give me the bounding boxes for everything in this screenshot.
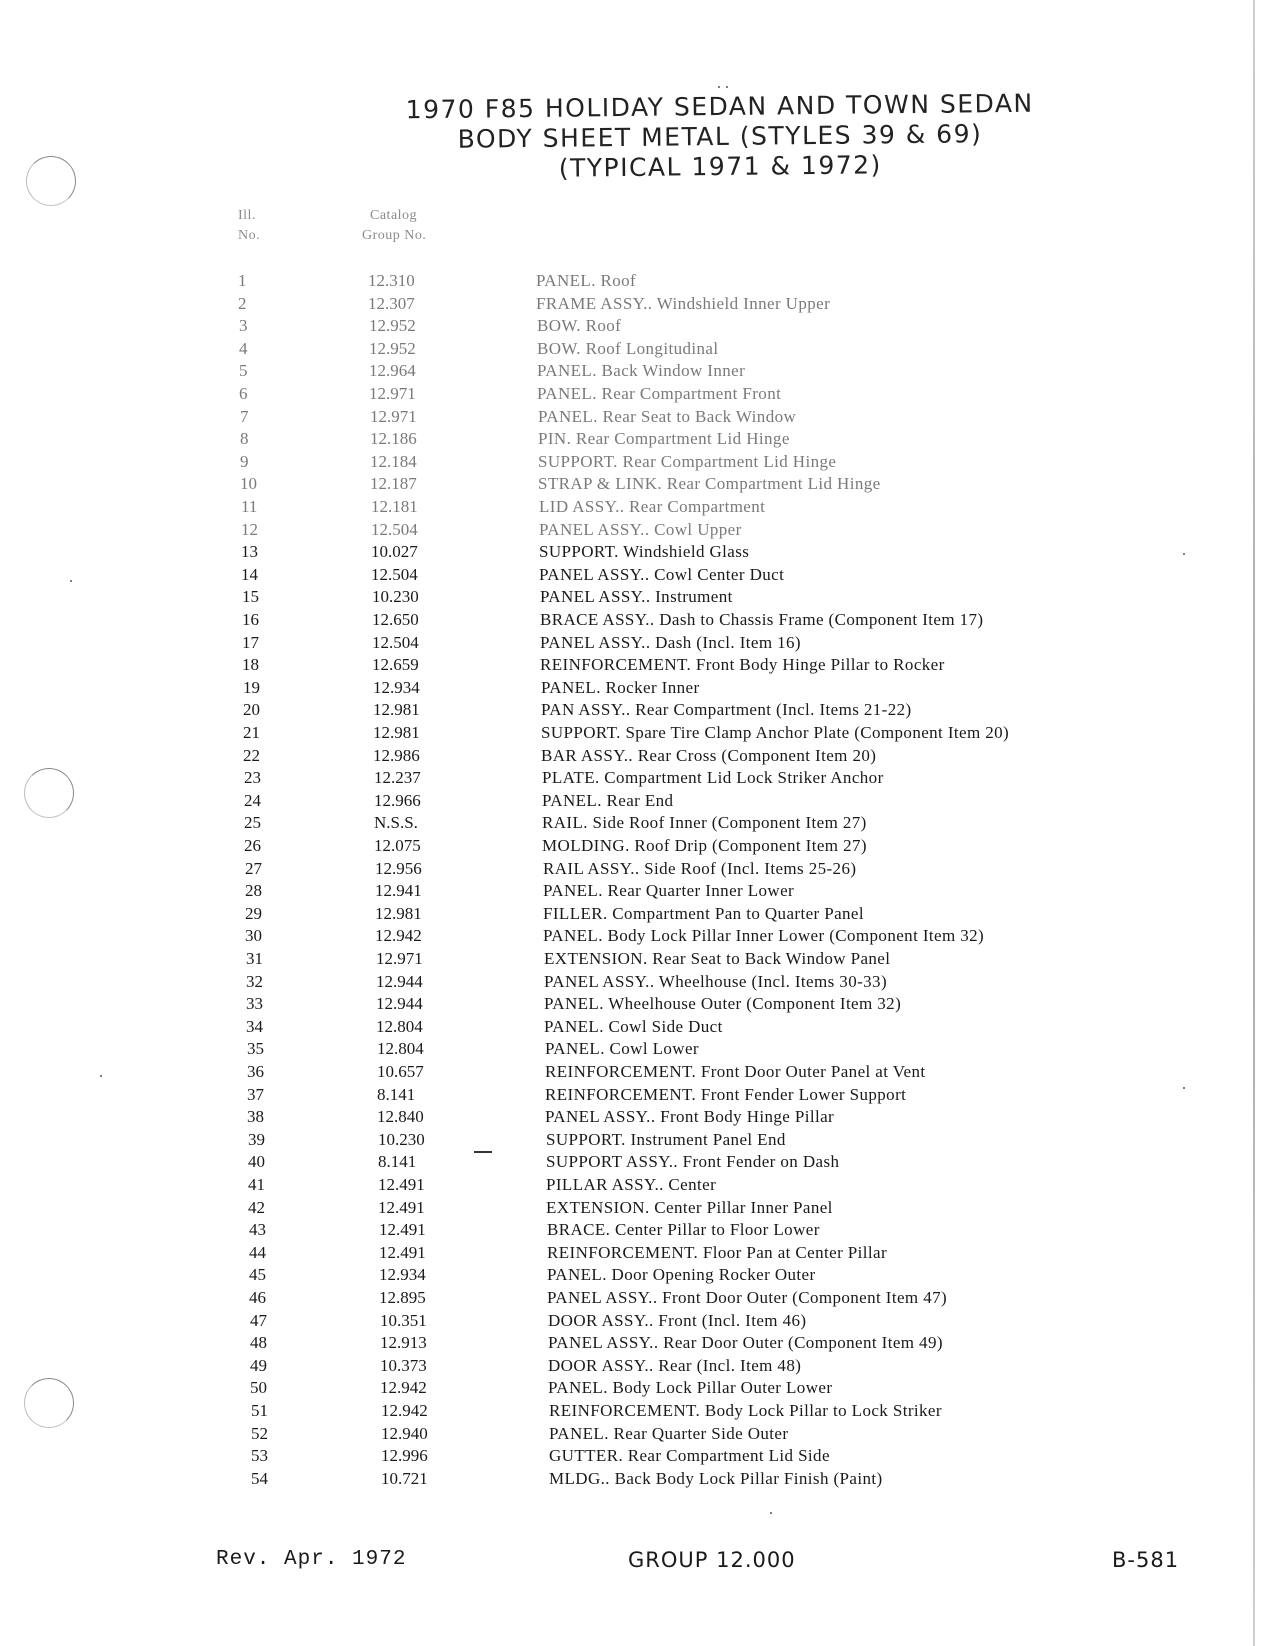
catalog-group-number: 12.981 <box>373 723 420 742</box>
catalog-group-number: 10.657 <box>377 1062 424 1081</box>
parts-list-row <box>2 451 1271 473</box>
part-description: REINFORCEMENT. Front Door Outer Panel at Vent <box>545 1062 926 1081</box>
item-number: 48 <box>250 1333 267 1353</box>
catalog-group-number: 12.491 <box>379 1242 426 1262</box>
item-number: 46 <box>249 1288 266 1307</box>
catalog-group-number: 12.964 <box>369 361 416 381</box>
catalog-group-number: 12.971 <box>370 406 417 426</box>
catalog-group-number: N.S.S. <box>374 813 418 833</box>
parts-list-row <box>0 293 1271 315</box>
parts-list-row <box>3 519 1271 541</box>
part-description: PIN. Rear Compartment Lid Hinge <box>538 429 790 449</box>
catalog-group-number: 12.913 <box>380 1333 427 1353</box>
item-number: 14 <box>241 564 258 584</box>
item-number: 2 <box>238 293 247 313</box>
part-description: PANEL ASSY.. Front Body Hinge Pillar <box>545 1107 835 1127</box>
catalog-group-number: 12.956 <box>375 858 422 878</box>
parts-list-row <box>10 1151 1271 1173</box>
part-description: DOOR ASSY.. Front (Incl. Item 46) <box>548 1310 807 1330</box>
parts-list-row <box>11 1219 1271 1241</box>
parts-list-row <box>3 564 1271 586</box>
part-description: BOW. Roof Longitudinal <box>537 338 719 358</box>
parts-list-row <box>1 338 1271 360</box>
part-description: PLATE. Compartment Lid Lock Striker Anchor <box>542 768 884 788</box>
catalog-group-number: 12.971 <box>376 949 423 968</box>
part-description: RAIL ASSY.. Side Roof (Incl. Items 25-26) <box>543 858 857 878</box>
catalog-group-number: 12.934 <box>379 1265 426 1285</box>
item-number: 30 <box>245 926 262 946</box>
item-number: 51 <box>251 1401 268 1420</box>
catalog-group-number: 12.986 <box>373 745 420 765</box>
part-description: PILLAR ASSY.. Center <box>546 1175 717 1194</box>
catalog-group-number: 12.941 <box>375 881 422 901</box>
item-number: 15 <box>242 587 259 607</box>
item-number: 11 <box>241 497 258 516</box>
part-description: PANEL ASSY.. Front Door Outer (Component Item 47) <box>547 1288 948 1307</box>
item-number: 45 <box>249 1265 266 1285</box>
title-line-3: (TYPICAL 1971 & 1972) <box>558 150 882 183</box>
part-description: BRACE ASSY.. Dash to Chassis Frame (Component Item 17) <box>540 610 984 629</box>
parts-list-row <box>7 925 1271 947</box>
part-description: PANEL. Rocker Inner <box>541 677 700 697</box>
catalog-group-number: 12.075 <box>374 836 421 855</box>
catalog-group-number: 12.942 <box>380 1378 427 1398</box>
item-number: 31 <box>246 949 263 968</box>
item-number: 21 <box>243 723 260 742</box>
item-number: 54 <box>251 1468 268 1488</box>
item-number: 24 <box>244 790 261 810</box>
item-number: 52 <box>251 1423 268 1443</box>
parts-list-row <box>8 993 1271 1015</box>
catalog-group-number: 12.952 <box>369 316 416 336</box>
item-number: 42 <box>248 1197 265 1217</box>
catalog-group-number: 12.237 <box>374 768 421 788</box>
parts-list-row <box>9 1061 1271 1083</box>
catalog-group-number: 12.944 <box>376 971 423 991</box>
part-description: SUPPORT. Rear Compartment Lid Hinge <box>538 451 837 471</box>
parts-list-row <box>4 654 1271 676</box>
part-description: REINFORCEMENT. Floor Pan at Center Pillar <box>547 1242 888 1262</box>
catalog-group-number: 12.981 <box>375 903 422 923</box>
catalog-group-number: 12.504 <box>371 519 418 539</box>
catalog-group-number: 12.659 <box>372 655 419 675</box>
parts-list-row <box>7 858 1271 880</box>
catalog-group-number: 10.351 <box>380 1310 427 1330</box>
part-description: MOLDING. Roof Drip (Component Item 27) <box>542 836 867 855</box>
part-description: REINFORCEMENT. Body Lock Pillar to Lock Striker <box>549 1401 942 1420</box>
part-description: PANEL. Cowl Side Duct <box>544 1016 723 1036</box>
part-description: PANEL ASSY.. Instrument <box>540 587 733 607</box>
parts-list-row <box>2 428 1271 450</box>
group-number-header <box>362 206 426 246</box>
parts-list-row <box>6 812 1271 834</box>
parts-list-row <box>12 1355 1271 1377</box>
part-description: STRAP & LINK. Rear Compartment Lid Hinge <box>538 474 881 494</box>
part-description: PANEL. Body Lock Pillar Inner Lower (Component Item 32) <box>543 926 985 946</box>
parts-list-row <box>9 1038 1271 1060</box>
item-number: 1 <box>238 271 247 290</box>
part-description: PANEL. Wheelhouse Outer (Component Item 32) <box>544 994 902 1014</box>
speck <box>718 86 720 88</box>
parts-list-row <box>7 880 1271 902</box>
punch-hole-top <box>26 156 76 206</box>
item-number: 6 <box>239 384 248 403</box>
part-description: BAR ASSY.. Rear Cross (Component Item 20) <box>541 745 877 765</box>
catalog-group-number: 12.971 <box>369 384 416 403</box>
item-number: 22 <box>243 745 260 765</box>
item-number: 27 <box>245 858 262 878</box>
part-description: SUPPORT. Windshield Glass <box>539 542 750 562</box>
catalog-group-number: 12.504 <box>372 632 419 652</box>
group-header-line-1: Catalog <box>370 208 418 223</box>
catalog-group-number: 12.996 <box>381 1446 428 1466</box>
item-number: 19 <box>243 677 260 697</box>
item-number: 8 <box>240 429 249 449</box>
catalog-group-number: 10.230 <box>372 587 419 607</box>
part-description: PANEL. Rear Compartment Front <box>537 384 782 403</box>
parts-list-row <box>6 767 1271 789</box>
item-number: 28 <box>245 881 262 901</box>
parts-list-row <box>8 971 1271 993</box>
parts-list-row <box>13 1445 1271 1467</box>
item-number: 37 <box>247 1084 264 1104</box>
part-description: FILLER. Compartment Pan to Quarter Panel <box>543 903 864 923</box>
catalog-group-number: 12.940 <box>381 1423 428 1443</box>
item-number: 13 <box>241 542 258 562</box>
parts-list-row <box>10 1174 1271 1196</box>
item-number: 40 <box>248 1152 265 1172</box>
parts-list-row <box>11 1242 1271 1264</box>
catalog-group-number: 12.504 <box>371 564 418 584</box>
parts-list-row <box>2 406 1271 428</box>
item-number: 25 <box>244 813 261 833</box>
item-number: 10 <box>240 474 257 494</box>
item-number: 29 <box>245 903 262 923</box>
parts-list-row <box>13 1468 1271 1490</box>
item-number: 18 <box>242 655 259 675</box>
title-line-2: BODY SHEET METAL (STYLES 39 & 69) <box>457 119 983 154</box>
catalog-group-number: 12.952 <box>369 338 416 358</box>
part-description: PANEL ASSY.. Cowl Upper <box>539 519 742 539</box>
item-number: 44 <box>249 1242 266 1262</box>
catalog-group-number: 12.944 <box>376 994 423 1014</box>
parts-list-row <box>3 541 1271 563</box>
part-description: SUPPORT ASSY.. Front Fender on Dash <box>546 1152 840 1172</box>
parts-list-row <box>6 835 1271 857</box>
item-number: 53 <box>251 1446 268 1466</box>
item-number: 36 <box>247 1062 264 1081</box>
parts-list-row <box>0 270 1271 292</box>
part-description: REINFORCEMENT. Front Fender Lower Support <box>545 1084 907 1104</box>
part-description: PANEL. Rear Quarter Inner Lower <box>543 881 795 901</box>
item-number: 5 <box>239 361 248 381</box>
parts-list-row <box>10 1129 1271 1151</box>
catalog-group-number: 12.310 <box>368 271 415 290</box>
item-number: 34 <box>246 1016 263 1036</box>
catalog-group-number: 12.187 <box>370 474 417 494</box>
speck <box>726 86 728 88</box>
part-description: PANEL. Roof <box>536 271 637 290</box>
title-line-1: 1970 F85 HOLIDAY SEDAN AND TOWN SEDAN <box>405 88 1034 125</box>
parts-list-row <box>12 1332 1271 1354</box>
catalog-group-number: 12.934 <box>373 677 420 697</box>
catalog-group-number: 12.491 <box>378 1197 425 1217</box>
part-description: PANEL. Rear End <box>542 790 674 810</box>
parts-list-row <box>4 586 1271 608</box>
item-header-line-2: No. <box>238 228 261 243</box>
item-number-header <box>238 206 260 246</box>
parts-list-row <box>5 722 1271 744</box>
item-number: 33 <box>246 994 263 1014</box>
parts-list-row <box>10 1197 1271 1219</box>
speck <box>770 1512 772 1514</box>
parts-list-row <box>13 1400 1271 1422</box>
catalog-group-number: 12.895 <box>379 1288 426 1307</box>
catalog-group-number: 12.840 <box>377 1107 424 1127</box>
parts-list-row <box>1 360 1271 382</box>
catalog-group-number: 12.491 <box>378 1175 425 1194</box>
item-number: 20 <box>243 700 260 720</box>
page-number: B-581 <box>1112 1548 1180 1572</box>
parts-list-row <box>2 473 1271 495</box>
item-number: 47 <box>250 1310 267 1330</box>
catalog-group-number: 12.491 <box>379 1220 426 1240</box>
part-description: PANEL. Rear Seat to Back Window <box>538 406 797 426</box>
part-description: GUTTER. Rear Compartment Lid Side <box>549 1446 830 1466</box>
parts-list-row <box>7 903 1271 925</box>
item-number: 32 <box>246 971 263 991</box>
catalog-group-number: 10.721 <box>381 1468 428 1488</box>
item-number: 38 <box>247 1107 264 1127</box>
parts-list-row <box>12 1310 1271 1332</box>
catalog-group-number: 10.027 <box>371 542 418 562</box>
parts-list-row <box>12 1377 1271 1399</box>
parts-list-row <box>8 1016 1271 1038</box>
part-description: REINFORCEMENT. Front Body Hinge Pillar to Rocker <box>540 655 945 675</box>
catalog-group-number: 12.650 <box>372 610 419 629</box>
parts-list-row <box>4 609 1271 631</box>
item-number: 7 <box>240 406 249 426</box>
parts-list-row <box>9 1106 1271 1128</box>
part-description: SUPPORT. Instrument Panel End <box>546 1129 786 1149</box>
parts-list-row <box>11 1264 1271 1286</box>
part-description: LID ASSY.. Rear Compartment <box>539 497 766 516</box>
catalog-group-number: 12.966 <box>374 790 421 810</box>
parts-list-row <box>6 790 1271 812</box>
group-number-footer: GROUP 12.000 <box>628 1548 796 1572</box>
catalog-group-number: 10.373 <box>380 1355 427 1375</box>
catalog-group-number: 12.804 <box>377 1039 424 1059</box>
catalog-group-number: 12.804 <box>376 1016 423 1036</box>
group-header-line-2: Group No. <box>362 228 427 243</box>
item-number: 39 <box>248 1129 265 1149</box>
parts-list-row <box>4 632 1271 654</box>
catalog-group-number: 12.184 <box>370 451 417 471</box>
catalog-group-number: 12.307 <box>368 293 415 313</box>
part-description: RAIL. Side Roof Inner (Component Item 27) <box>542 813 867 833</box>
part-description: MLDG.. Back Body Lock Pillar Finish (Paint) <box>549 1468 883 1488</box>
catalog-group-number: 12.981 <box>373 700 420 720</box>
part-description: PANEL. Back Window Inner <box>537 361 746 381</box>
item-number: 4 <box>239 338 248 358</box>
part-description: PANEL. Rear Quarter Side Outer <box>549 1423 789 1443</box>
parts-list-row <box>13 1423 1271 1445</box>
item-number: 3 <box>239 316 248 336</box>
item-number: 35 <box>247 1039 264 1059</box>
revision-date: Rev. Apr. 1972 <box>216 1548 407 1571</box>
part-description: DOOR ASSY.. Rear (Incl. Item 48) <box>548 1355 802 1375</box>
item-number: 43 <box>249 1220 266 1240</box>
item-header-line-1: Ill. <box>238 208 256 223</box>
item-number: 16 <box>242 610 259 629</box>
part-description: PAN ASSY.. Rear Compartment (Incl. Items 21-22) <box>541 700 912 720</box>
parts-list-row <box>11 1287 1271 1309</box>
parts-list-row <box>1 383 1271 405</box>
part-description: EXTENSION. Rear Seat to Back Window Panel <box>544 949 891 968</box>
item-number: 41 <box>248 1175 265 1194</box>
part-description: EXTENSION. Center Pillar Inner Panel <box>546 1197 833 1217</box>
parts-list-row <box>9 1084 1271 1106</box>
part-description: PANEL. Door Opening Rocker Outer <box>547 1265 816 1285</box>
part-description: PANEL ASSY.. Wheelhouse (Incl. Items 30-33) <box>544 971 888 991</box>
part-description: PANEL ASSY.. Rear Door Outer (Component Item 49) <box>548 1333 943 1353</box>
parts-list-row <box>3 496 1271 518</box>
part-description: FRAME ASSY.. Windshield Inner Upper <box>536 293 831 313</box>
item-number: 9 <box>240 451 249 471</box>
page-title <box>380 88 1061 185</box>
item-number: 17 <box>242 632 259 652</box>
part-description: PANEL. Cowl Lower <box>545 1039 699 1059</box>
parts-list-row <box>5 677 1271 699</box>
part-description: SUPPORT. Spare Tire Clamp Anchor Plate (Component Item 20) <box>541 723 1010 742</box>
parts-list-row <box>8 948 1271 970</box>
catalog-group-number: 12.942 <box>381 1401 428 1420</box>
item-number: 49 <box>250 1355 267 1375</box>
part-description: PANEL ASSY.. Dash (Incl. Item 16) <box>540 632 801 652</box>
item-number: 23 <box>244 768 261 788</box>
part-description: PANEL. Body Lock Pillar Outer Lower <box>548 1378 833 1398</box>
parts-list-row <box>5 699 1271 721</box>
part-description: BRACE. Center Pillar to Floor Lower <box>547 1220 820 1240</box>
parts-list-row <box>5 745 1271 767</box>
item-number: 12 <box>241 519 258 539</box>
catalog-group-number: 8.141 <box>378 1152 417 1172</box>
catalog-group-number: 12.942 <box>375 926 422 946</box>
part-description: BOW. Roof <box>537 316 622 336</box>
parts-list-row <box>1 315 1271 337</box>
margin-dash-mark <box>474 1151 492 1153</box>
catalog-group-number: 12.186 <box>370 429 417 449</box>
catalog-group-number: 10.230 <box>378 1129 425 1149</box>
item-number: 50 <box>250 1378 267 1398</box>
item-number: 26 <box>244 836 261 855</box>
catalog-group-number: 12.181 <box>371 497 418 516</box>
catalog-group-number: 8.141 <box>377 1084 416 1104</box>
part-description: PANEL ASSY.. Cowl Center Duct <box>539 564 785 584</box>
